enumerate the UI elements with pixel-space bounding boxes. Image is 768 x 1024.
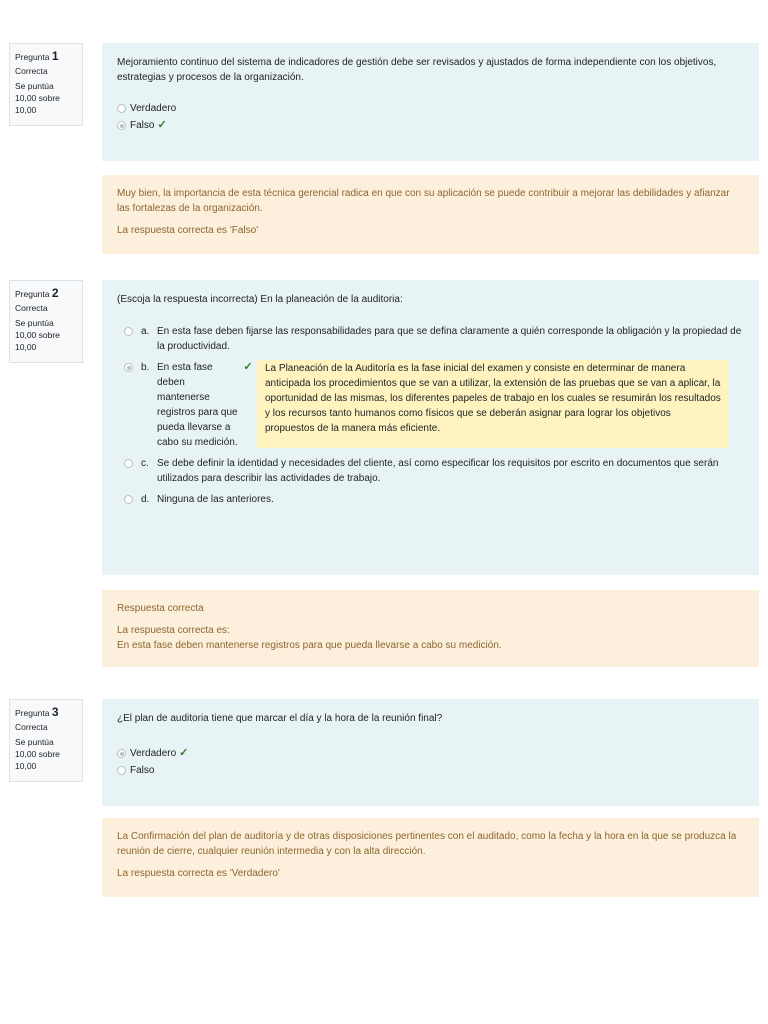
option-letter: c. <box>141 458 149 469</box>
check-icon: ✓ <box>243 361 253 373</box>
feedback-box <box>102 818 759 897</box>
option-verdadero[interactable] <box>117 746 743 761</box>
question-info <box>9 280 83 363</box>
check-icon: ✓ <box>157 119 167 131</box>
radio-button[interactable] <box>117 104 126 113</box>
option-a[interactable] <box>117 324 743 354</box>
question-label: Pregunta <box>15 52 50 62</box>
question-text: (Escoja la respuesta incorrecta) En la planeación de la auditoria: <box>117 294 403 305</box>
option-label: Verdadero <box>130 748 177 759</box>
option-label: En esta fase deben mantenerse registros para que pueda llevarse a cabo su medición. <box>157 362 238 448</box>
feedback-box <box>102 590 759 667</box>
question-label: Pregunta <box>15 289 50 299</box>
question-state: Correcta <box>15 722 48 732</box>
question-number: 2 <box>51 286 59 300</box>
question-label: Pregunta <box>15 708 50 718</box>
option-label: Falso <box>130 765 155 776</box>
right-answer <box>117 623 743 653</box>
general-feedback: La Confirmación del plan de auditoría y de otras disposiciones pertinentes con el auditado, como la fecha y la hora en la que se produzca la reunión de cierre, cualquier reunión intermedia y con la alta dirección. <box>117 831 737 857</box>
radio-button-checked[interactable] <box>117 121 126 130</box>
radio-button[interactable] <box>124 495 133 504</box>
answer-options <box>117 746 743 778</box>
option-label: Se debe definir la identidad y necesidades del cliente, así como especificar los requisitos por escrito en documentos que serán utilizados para describir las actividades de trabajo. <box>157 458 719 484</box>
option-falso[interactable] <box>117 118 743 133</box>
question-text: ¿El plan de auditoria tiene que marcar el día y la hora de la reunión final? <box>117 713 443 724</box>
question-grade: Se puntúa 10,00 sobre 10,00 <box>15 318 60 352</box>
check-icon: ✓ <box>179 747 189 759</box>
question-state: Correcta <box>15 66 48 76</box>
question-formulation <box>102 43 759 161</box>
question-grade: Se puntúa 10,00 sobre 10,00 <box>15 81 60 115</box>
question-info <box>9 43 83 126</box>
question-formulation <box>102 699 759 806</box>
question-number: 3 <box>51 705 59 719</box>
radio-button-checked[interactable] <box>117 749 126 758</box>
question-text: Mejoramiento continuo del sistema de indicadores de gestión debe ser revisados y ajustados de forma independiente con los objetivos, estrategias y procesos de la organización. <box>117 57 717 83</box>
option-label: En esta fase deben fijarse las responsabilidades para que se defina claramente a quién corresponde la obligación y la propiedad de la productividad. <box>157 326 742 352</box>
option-verdadero[interactable] <box>117 101 743 116</box>
option-letter: a. <box>141 326 150 337</box>
specific-feedback: La Planeación de la Auditoría es la fase inicial del examen y consiste en determinar de manera anticipada los procedimientos que se van a utilizar, la extensión de las pruebas que se van a aplicar, la oportunidad de las mismas, los diferentes papeles de trabajo en los cuales se resumirán los resultados y los recursos tanto humanos como físicos que se deberán asignar para lograr los objetivos propuestos de la manera más eficiente. <box>257 360 729 448</box>
question-state: Correcta <box>15 303 48 313</box>
option-letter: d. <box>141 494 150 505</box>
radio-button-checked[interactable] <box>124 363 133 372</box>
option-label: Ninguna de las anteriores. <box>157 494 274 505</box>
feedback-box <box>102 175 759 254</box>
answer-options <box>117 101 743 133</box>
option-label: Verdadero <box>130 103 177 114</box>
right-answer-text: En esta fase deben mantenerse registros para que pueda llevarse a cabo su medición. <box>117 640 502 651</box>
general-feedback: Muy bien, la importancia de esta técnica gerencial radica en que con su aplicación se puede contribuir a mejorar las debilidades y afianzar las fortalezas de la organización. <box>117 188 730 214</box>
option-d[interactable] <box>117 492 743 507</box>
question-formulation <box>102 280 759 575</box>
question-info <box>9 699 83 782</box>
right-answer: La respuesta correcta es 'Falso' <box>117 225 259 236</box>
option-letter: b. <box>141 362 150 373</box>
radio-button[interactable] <box>117 766 126 775</box>
right-answer-label: La respuesta correcta es: <box>117 625 230 636</box>
question-number: 1 <box>51 49 59 63</box>
option-c[interactable] <box>117 456 743 486</box>
option-label: Falso <box>130 120 155 131</box>
right-answer: La respuesta correcta es 'Verdadero' <box>117 868 280 879</box>
general-feedback: Respuesta correcta <box>117 603 204 614</box>
option-falso[interactable] <box>117 763 743 778</box>
question-grade: Se puntúa 10,00 sobre 10,00 <box>15 737 60 771</box>
option-b[interactable] <box>117 360 743 450</box>
radio-button[interactable] <box>124 327 133 336</box>
answer-options <box>117 324 743 507</box>
radio-button[interactable] <box>124 459 133 468</box>
